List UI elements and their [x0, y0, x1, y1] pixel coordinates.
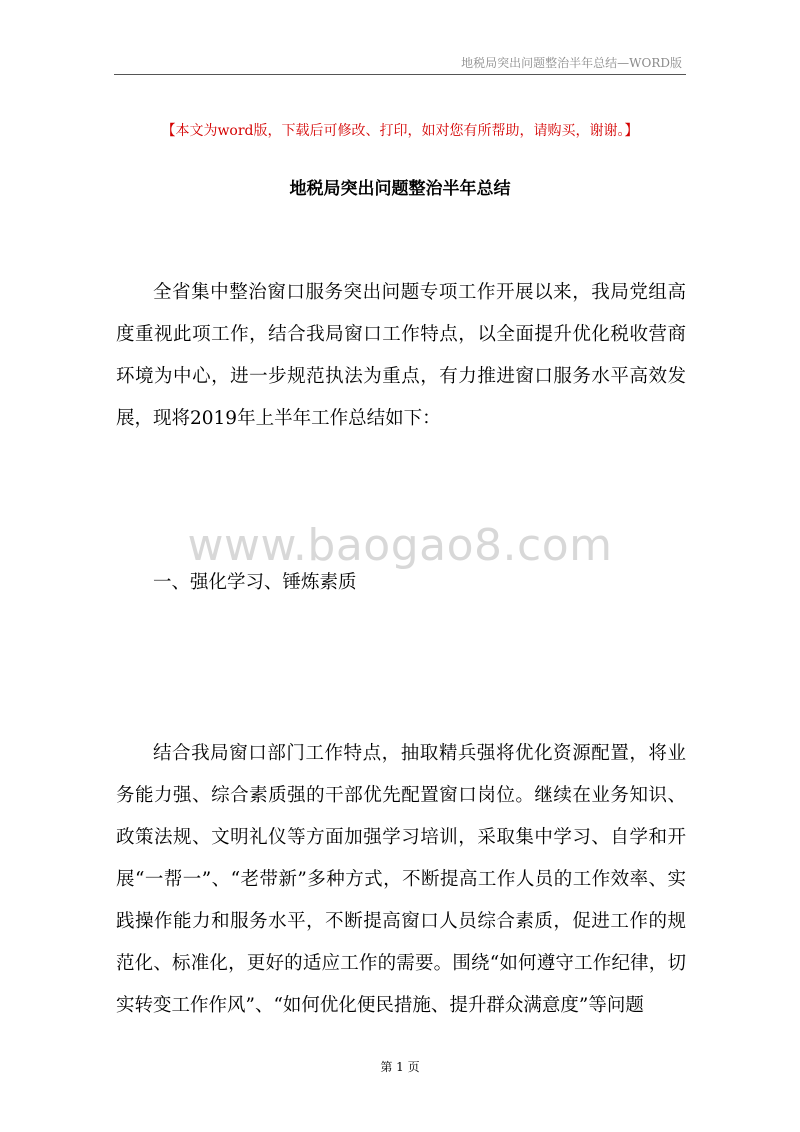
- section-1-paragraph: 结合我局窗口部门工作特点，抽取精兵强将优化资源配置，将业务能力强、综合素质强的干部优先配置窗口岗位。继续在业务知识、政策法规、文明礼仪等方面加强学习培训，采取集中学习、自学和开展“一帮一”、“老带新”多种方式，不断提高工作人员的工作效率、实践操作能力和服务水平，不断提高窗口人员综合素质，促进工作的规范化、标准化，更好的适应工作的需要。围绕“如何遵守工作纪律，切实转变工作作风”、“如何优化便民措施、提升群众满意度”等问题: [116, 743, 686, 1016]
- download-notice: 【本文为word版，下载后可修改、打印，如对您有所帮助，请购买，谢谢。】: [161, 123, 639, 139]
- section-heading-1: 一、强化学习、锤炼素质: [153, 572, 357, 593]
- site-watermark: www.baogao8.com: [187, 520, 613, 571]
- intro-paragraph: 全省集中整治窗口服务突出问题专项工作开展以来，我局党组高度重视此项工作，结合我局窗口工作特点，以全面提升优化税收营商环境为中心，进一步规范执法为重点，有力推进窗口服务水平高效发展，现将2019年上半年工作总结如下：: [116, 282, 686, 429]
- running-header: 地税局突出问题整治半年总结—WORD版: [461, 56, 682, 70]
- document-title: 地税局突出问题整治半年总结: [289, 179, 511, 199]
- page-number: 第 1 页: [380, 1060, 420, 1074]
- header-divider: [114, 74, 686, 75]
